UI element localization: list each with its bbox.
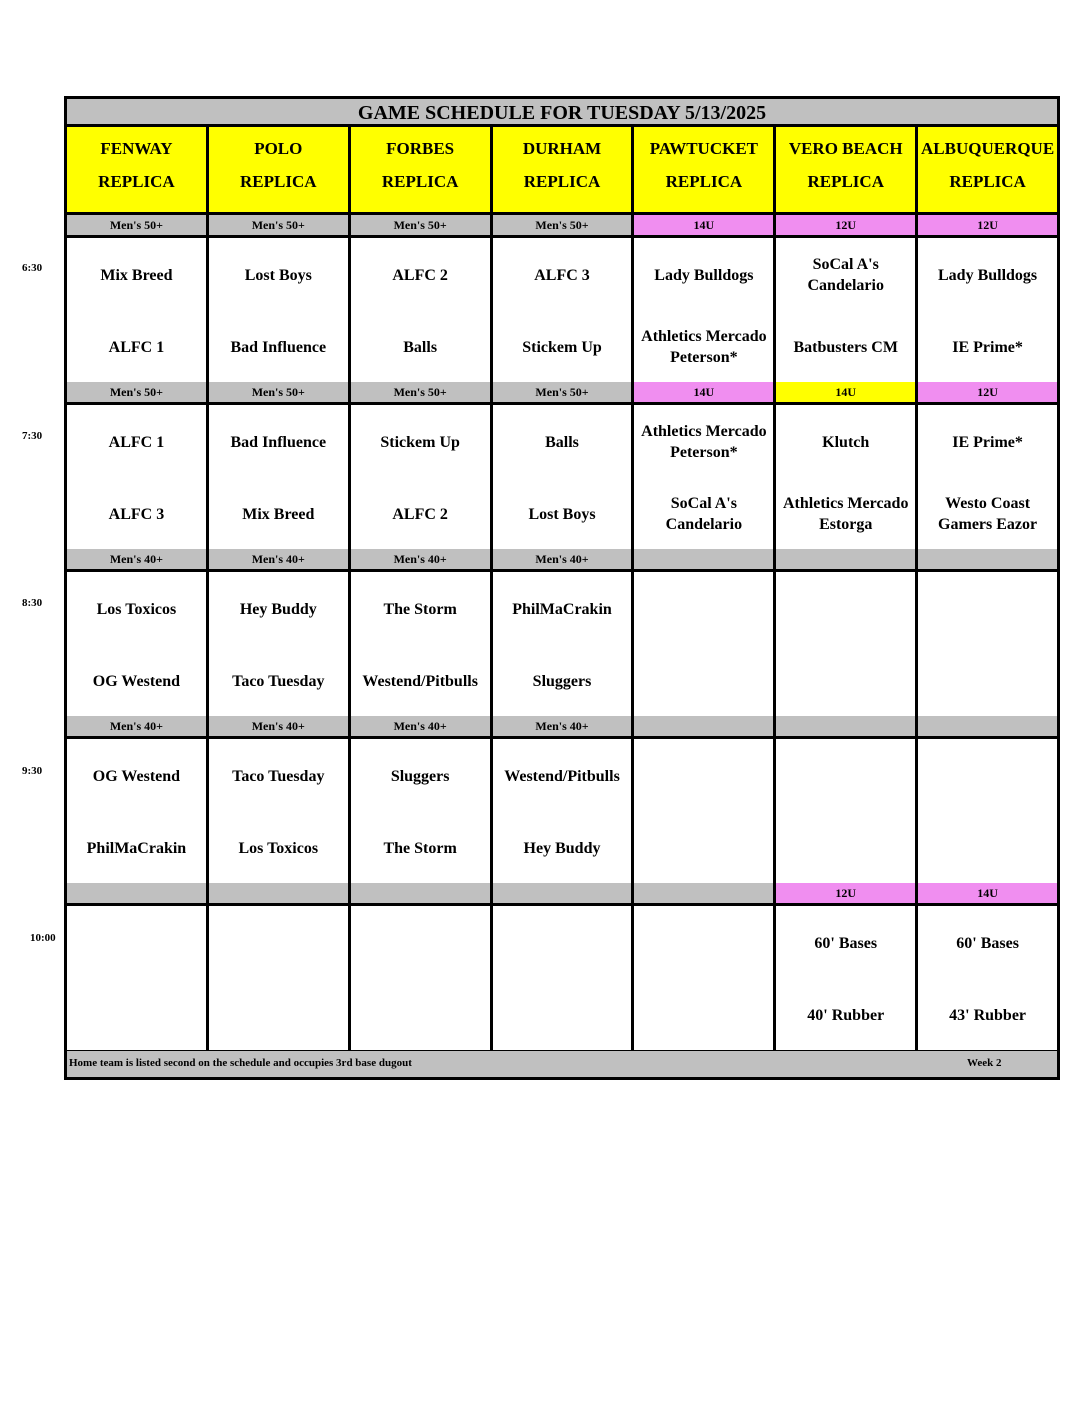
game-cell	[493, 238, 632, 382]
home-team	[918, 813, 1057, 883]
division-badge: Men's 50+	[493, 215, 632, 235]
field-name: DURHAM	[522, 139, 602, 158]
division-badge	[493, 883, 632, 903]
away-team	[634, 572, 773, 646]
home-team	[634, 813, 773, 883]
field-name: FENWAY	[100, 139, 173, 158]
home-team: 40' Rubber	[807, 1006, 885, 1024]
away-team	[634, 739, 773, 813]
home-team: SoCal A's Candelario	[665, 495, 743, 533]
division-badge: 12U	[776, 215, 915, 235]
division-badge: 12U	[918, 215, 1057, 235]
game-cell	[776, 906, 915, 1050]
division-badge	[918, 716, 1057, 736]
away-team: IE Prime*	[952, 433, 1023, 451]
away-team: Hey Buddy	[239, 600, 317, 618]
away-team: Lady Bulldogs	[938, 266, 1038, 284]
home-team: Bad Influence	[230, 338, 327, 356]
game-cell	[776, 739, 915, 883]
away-team: The Storm	[383, 600, 457, 618]
division-badge: Men's 50+	[351, 382, 490, 402]
division-badge: Men's 40+	[67, 716, 206, 736]
game-schedule-table	[64, 96, 1060, 1080]
division-row	[67, 382, 1057, 402]
division-badge	[634, 716, 773, 736]
away-team	[634, 906, 773, 980]
away-team	[918, 739, 1057, 813]
time-label-730: 7:30	[22, 430, 43, 442]
home-team: Westo Coast Gamers Eazor	[938, 495, 1038, 533]
division-row	[67, 215, 1057, 235]
away-team	[209, 906, 348, 980]
game-row	[67, 572, 1057, 716]
home-team: Mix Breed	[242, 505, 315, 523]
home-team: Westend/Pitbulls	[362, 672, 478, 690]
home-team-note: Home team is listed second on the schedule and occupies 3rd base dugout	[69, 1057, 412, 1069]
division-badge	[776, 716, 915, 736]
game-cell	[209, 739, 348, 883]
home-team: 43' Rubber	[949, 1006, 1027, 1024]
division-badge: Men's 50+	[209, 382, 348, 402]
division-badge: Men's 40+	[67, 549, 206, 569]
field-replica: REPLICA	[807, 172, 884, 191]
division-badge	[634, 549, 773, 569]
away-team: Klutch	[822, 433, 870, 451]
game-cell	[351, 739, 490, 883]
away-team: ALFC 2	[392, 266, 448, 284]
home-team: Athletics Mercado Estorga	[783, 495, 909, 533]
home-team: Balls	[403, 338, 438, 356]
home-team: ALFC 2	[392, 505, 448, 523]
away-team: Stickem Up	[380, 433, 460, 451]
game-cell	[209, 405, 348, 549]
game-cell	[351, 238, 490, 382]
game-cell	[67, 238, 206, 382]
field-header-polo	[209, 127, 348, 212]
field-header-forbes	[351, 127, 490, 212]
division-row	[67, 549, 1057, 569]
home-team: ALFC 3	[108, 505, 165, 523]
division-badge: 12U	[918, 382, 1057, 402]
time-label-930: 9:30	[22, 765, 43, 777]
away-team	[776, 739, 915, 813]
game-cell	[493, 405, 632, 549]
week-label: Week 2	[967, 1057, 1002, 1069]
game-cell	[634, 405, 773, 549]
home-team	[776, 646, 915, 716]
game-cell	[918, 238, 1057, 382]
home-team: Sluggers	[532, 672, 592, 690]
away-team: Lost Boys	[244, 266, 312, 284]
away-team: 60' Bases	[814, 934, 878, 952]
division-badge	[918, 549, 1057, 569]
away-team	[67, 906, 206, 980]
division-badge: 14U	[776, 382, 915, 402]
division-badge	[776, 549, 915, 569]
home-team: PhilMaCrakin	[86, 839, 187, 857]
division-badge: Men's 50+	[209, 215, 348, 235]
home-team: IE Prime*	[952, 338, 1023, 356]
field-replica: REPLICA	[523, 172, 601, 191]
game-cell	[634, 238, 773, 382]
home-team: Los Toxicos	[238, 839, 319, 857]
field-name: VERO BEACH	[788, 139, 903, 158]
division-badge: Men's 50+	[67, 382, 206, 402]
game-cell	[351, 572, 490, 716]
game-cell	[634, 739, 773, 883]
away-team: Sluggers	[390, 767, 450, 785]
game-cell	[634, 572, 773, 716]
away-team	[493, 906, 632, 980]
away-team: Athletics Mercado Peterson*	[641, 423, 767, 461]
game-cell	[351, 405, 490, 549]
field-replica: REPLICA	[381, 172, 459, 191]
home-team: Lost Boys	[528, 505, 596, 523]
game-cell	[209, 572, 348, 716]
game-row	[67, 405, 1057, 549]
away-team: Los Toxicos	[96, 600, 177, 618]
division-badge: Men's 50+	[351, 215, 490, 235]
game-row	[67, 739, 1057, 883]
field-header-pawtucket	[634, 127, 773, 212]
division-badge	[209, 883, 348, 903]
home-team: ALFC 1	[108, 338, 165, 356]
home-team	[634, 646, 773, 716]
away-team: SoCal A's Candelario	[807, 256, 884, 294]
schedule-title: GAME SCHEDULE FOR TUESDAY 5/13/2025	[67, 99, 1057, 127]
away-team: PhilMaCrakin	[512, 600, 612, 618]
home-team	[351, 980, 490, 1050]
division-badge: Men's 50+	[67, 215, 206, 235]
game-row	[67, 238, 1057, 382]
game-cell	[493, 572, 632, 716]
home-team: Batbusters CM	[793, 338, 898, 356]
field-name: FORBES	[386, 139, 455, 158]
division-badge: 14U	[634, 215, 773, 235]
game-cell	[918, 906, 1057, 1050]
game-cell	[209, 906, 348, 1050]
home-team	[634, 980, 773, 1050]
away-team	[351, 906, 490, 980]
home-team: Hey Buddy	[523, 839, 601, 857]
division-badge	[351, 883, 490, 903]
division-badge: Men's 40+	[493, 549, 632, 569]
time-label-630: 6:30	[22, 262, 43, 274]
field-replica: REPLICA	[98, 172, 175, 191]
game-cell	[918, 405, 1057, 549]
game-cell	[634, 906, 773, 1050]
division-badge: 14U	[918, 883, 1057, 903]
home-team: OG Westend	[92, 672, 181, 690]
home-team: Taco Tuesday	[232, 672, 325, 690]
away-team: Lady Bulldogs	[654, 266, 754, 284]
division-badge: 12U	[776, 883, 915, 903]
division-badge	[67, 883, 206, 903]
game-row	[67, 906, 1057, 1050]
field-header-durham	[493, 127, 632, 212]
home-team: Stickem Up	[522, 338, 602, 356]
field-name: POLO	[254, 139, 303, 158]
away-team: Balls	[545, 433, 579, 451]
game-cell	[918, 739, 1057, 883]
field-header-vero-beach	[776, 127, 915, 212]
field-name: ALBUQUERQUE	[920, 139, 1055, 158]
away-team: Mix Breed	[100, 266, 173, 284]
home-team: The Storm	[383, 839, 457, 857]
away-team: ALFC 1	[108, 433, 165, 451]
game-cell	[209, 238, 348, 382]
game-cell	[776, 572, 915, 716]
away-team	[918, 572, 1057, 646]
home-team	[67, 980, 206, 1050]
field-header-albuquerque	[918, 127, 1057, 212]
division-badge: Men's 40+	[493, 716, 632, 736]
division-badge: Men's 50+	[493, 382, 632, 402]
away-team: Bad Influence	[230, 433, 327, 451]
field-replica: REPLICA	[665, 172, 743, 191]
away-team	[776, 572, 915, 646]
field-replica: REPLICA	[240, 172, 317, 191]
game-cell	[493, 739, 632, 883]
away-team: OG Westend	[92, 767, 181, 785]
division-badge	[634, 883, 773, 903]
home-team	[918, 646, 1057, 716]
time-label-1000: 10:00	[30, 932, 56, 944]
game-cell	[67, 906, 206, 1050]
division-row	[67, 883, 1057, 903]
field-header-fenway	[67, 127, 206, 212]
game-cell	[776, 405, 915, 549]
game-cell	[351, 906, 490, 1050]
home-team	[209, 980, 348, 1050]
field-header-row	[67, 127, 1057, 212]
home-team: Athletics Mercado Peterson*	[641, 328, 767, 366]
field-name: PAWTUCKET	[649, 139, 759, 158]
time-column	[0, 0, 64, 1408]
division-badge: Men's 40+	[209, 716, 348, 736]
division-row	[67, 716, 1057, 736]
time-label-830: 8:30	[22, 597, 43, 609]
game-cell	[67, 739, 206, 883]
division-badge: 14U	[634, 382, 773, 402]
division-badge: Men's 40+	[351, 716, 490, 736]
away-team: ALFC 3	[534, 266, 590, 284]
game-cell	[776, 238, 915, 382]
away-team: Westend/Pitbulls	[504, 767, 620, 785]
schedule-footer	[67, 1051, 1057, 1077]
game-cell	[67, 405, 206, 549]
home-team	[776, 813, 915, 883]
division-badge: Men's 40+	[351, 549, 490, 569]
division-badge: Men's 40+	[209, 549, 348, 569]
home-team	[493, 980, 632, 1050]
game-cell	[918, 572, 1057, 716]
away-team: Taco Tuesday	[232, 767, 325, 785]
away-team: 60' Bases	[956, 934, 1019, 952]
game-cell	[67, 572, 206, 716]
game-cell	[493, 906, 632, 1050]
field-replica: REPLICA	[949, 172, 1026, 191]
